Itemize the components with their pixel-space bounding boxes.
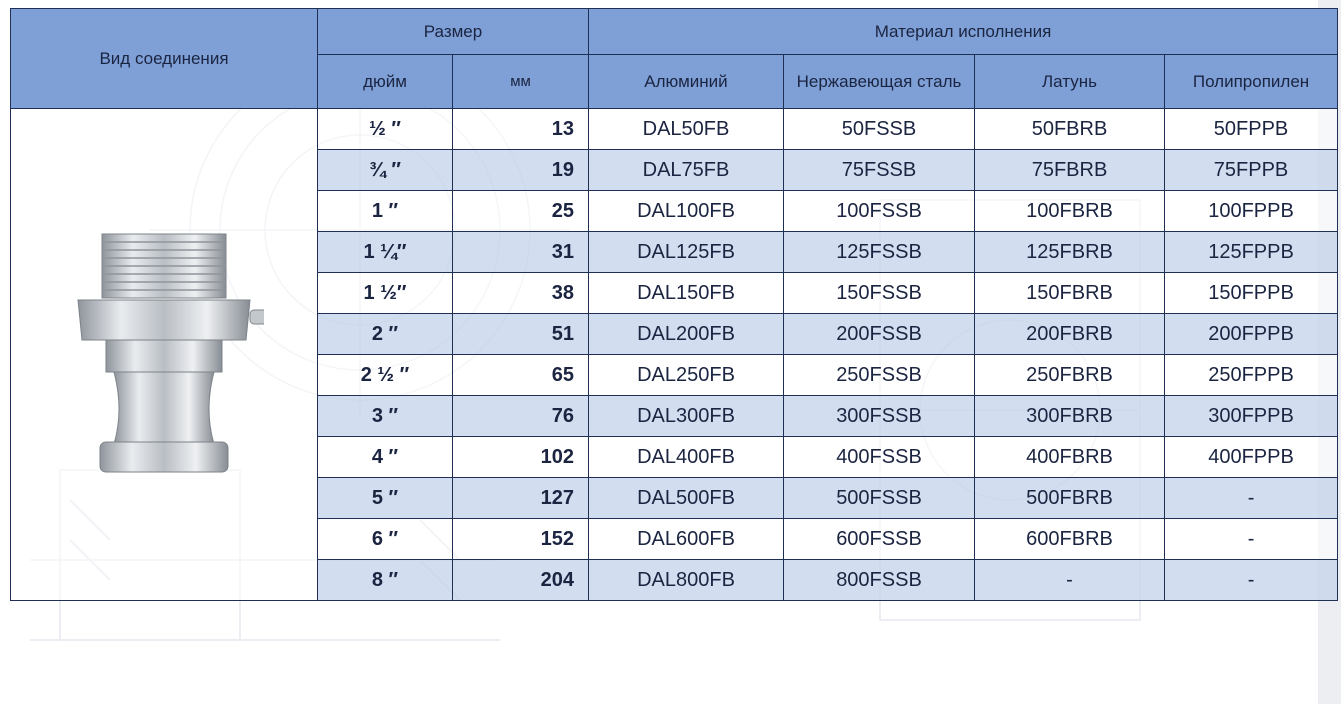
size-mm: 38	[453, 273, 589, 314]
aluminum-code: DAL300FB	[589, 396, 784, 437]
stainless-code: 800FSSB	[784, 560, 975, 601]
size-mm: 152	[453, 519, 589, 560]
size-inch: 4 ″	[318, 437, 453, 478]
brass-code: 125FBRB	[975, 232, 1165, 273]
header-inch: дюйм	[318, 55, 453, 109]
size-inch: 5 ″	[318, 478, 453, 519]
polypropylene-code: 75FPPB	[1165, 150, 1338, 191]
brass-code: 100FBRB	[975, 191, 1165, 232]
size-mm: 127	[453, 478, 589, 519]
header-stainless-steel: Нержавеющая сталь	[784, 55, 975, 109]
stainless-code: 200FSSB	[784, 314, 975, 355]
size-inch: 2 ″	[318, 314, 453, 355]
size-inch: 2 ½ ″	[318, 355, 453, 396]
size-inch: ½ ″	[318, 109, 453, 150]
aluminum-code: DAL75FB	[589, 150, 784, 191]
size-mm: 51	[453, 314, 589, 355]
polypropylene-code: 125FPPB	[1165, 232, 1338, 273]
stainless-code: 600FSSB	[784, 519, 975, 560]
polypropylene-code: 100FPPB	[1165, 191, 1338, 232]
header-aluminum: Алюминий	[589, 55, 784, 109]
stainless-code: 50FSSB	[784, 109, 975, 150]
size-mm: 13	[453, 109, 589, 150]
brass-code: -	[975, 560, 1165, 601]
aluminum-code: DAL125FB	[589, 232, 784, 273]
header-connection-type: Вид соединения	[11, 9, 318, 109]
polypropylene-code: 250FPPB	[1165, 355, 1338, 396]
polypropylene-code: -	[1165, 478, 1338, 519]
size-mm: 76	[453, 396, 589, 437]
size-inch: 1 ½″	[318, 273, 453, 314]
brass-code: 200FBRB	[975, 314, 1165, 355]
brass-code: 400FBRB	[975, 437, 1165, 478]
aluminum-code: DAL150FB	[589, 273, 784, 314]
header-size: Размер	[318, 9, 589, 55]
stainless-code: 300FSSB	[784, 396, 975, 437]
size-mm: 65	[453, 355, 589, 396]
polypropylene-code: 200FPPB	[1165, 314, 1338, 355]
brass-code: 150FBRB	[975, 273, 1165, 314]
polypropylene-code: 50FPPB	[1165, 109, 1338, 150]
aluminum-code: DAL500FB	[589, 478, 784, 519]
table-row	[11, 109, 1338, 150]
fittings-spec-table	[10, 8, 1338, 601]
brass-code: 600FBRB	[975, 519, 1165, 560]
size-inch: ¾ ″	[318, 150, 453, 191]
size-inch: 3 ″	[318, 396, 453, 437]
stainless-code: 250FSSB	[784, 355, 975, 396]
aluminum-code: DAL200FB	[589, 314, 784, 355]
stainless-code: 150FSSB	[784, 273, 975, 314]
header-polypropylene: Полипропилен	[1165, 55, 1338, 109]
size-mm: 102	[453, 437, 589, 478]
header-brass: Латунь	[975, 55, 1165, 109]
polypropylene-code: 150FPPB	[1165, 273, 1338, 314]
size-inch: 1 ¼″	[318, 232, 453, 273]
polypropylene-code: -	[1165, 519, 1338, 560]
stainless-code: 400FSSB	[784, 437, 975, 478]
size-mm: 31	[453, 232, 589, 273]
aluminum-code: DAL400FB	[589, 437, 784, 478]
aluminum-code: DAL250FB	[589, 355, 784, 396]
aluminum-code: DAL50FB	[589, 109, 784, 150]
stainless-code: 500FSSB	[784, 478, 975, 519]
brass-code: 300FBRB	[975, 396, 1165, 437]
size-inch: 6 ″	[318, 519, 453, 560]
stainless-code: 75FSSB	[784, 150, 975, 191]
header-material: Материал исполнения	[589, 9, 1338, 55]
header-mm: мм	[453, 55, 589, 109]
stainless-code: 125FSSB	[784, 232, 975, 273]
size-inch: 1 ″	[318, 191, 453, 232]
aluminum-code: DAL100FB	[589, 191, 784, 232]
polypropylene-code: 400FPPB	[1165, 437, 1338, 478]
brass-code: 500FBRB	[975, 478, 1165, 519]
aluminum-code: DAL600FB	[589, 519, 784, 560]
fitting-image-cell	[11, 109, 318, 601]
aluminum-code: DAL800FB	[589, 560, 784, 601]
size-mm: 19	[453, 150, 589, 191]
brass-code: 250FBRB	[975, 355, 1165, 396]
camlock-fitting-type-f-icon	[64, 230, 264, 480]
size-mm: 25	[453, 191, 589, 232]
size-inch: 8 ″	[318, 560, 453, 601]
polypropylene-code: 300FPPB	[1165, 396, 1338, 437]
brass-code: 75FBRB	[975, 150, 1165, 191]
size-mm: 204	[453, 560, 589, 601]
brass-code: 50FBRB	[975, 109, 1165, 150]
stainless-code: 100FSSB	[784, 191, 975, 232]
polypropylene-code: -	[1165, 560, 1338, 601]
